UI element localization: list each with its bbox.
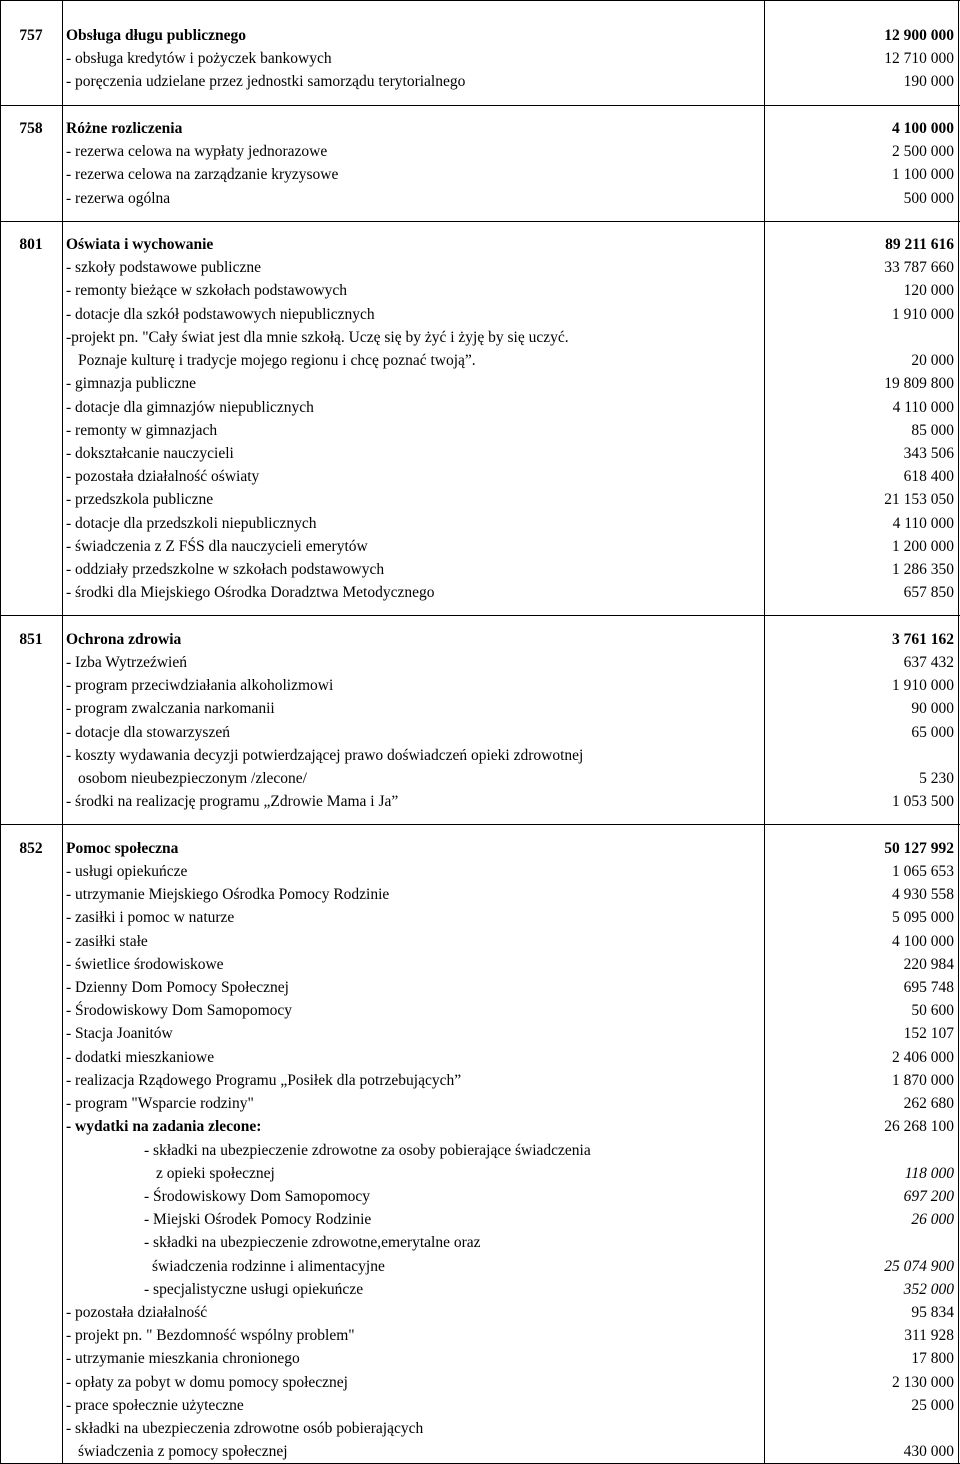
table-row — [0, 1440, 960, 1463]
item-label: - składki na ubezpieczenia zdrowotne osób pobierających — [66, 1420, 424, 1438]
table-row — [0, 790, 960, 813]
item-label: - Środowiskowy Dom Samopomocy — [144, 1187, 371, 1205]
item-amount: 190 000 — [903, 73, 954, 91]
item-amount: 430 000 — [903, 1443, 954, 1461]
item-label: - poręczenia udzielane przez jednostki samorządu terytorialnego — [66, 73, 466, 91]
table-row — [0, 860, 960, 883]
table-row — [0, 279, 960, 302]
item-label: - pozostała działalność — [66, 1304, 208, 1322]
section-title: Pomoc społeczna — [66, 839, 179, 857]
section-divider-line — [0, 221, 960, 222]
item-label: - świadczenia z Z FŚS dla nauczycieli emerytów — [66, 537, 368, 555]
table-row — [0, 697, 960, 720]
table-row — [0, 651, 960, 674]
table-row — [0, 488, 960, 511]
item-label: - dotacje dla stowarzyszeń — [66, 723, 230, 741]
table-row — [0, 883, 960, 906]
row-divider — [0, 604, 960, 627]
item-amount: 95 834 — [911, 1304, 954, 1322]
item-label: - dotacje dla szkół podstawowych niepublicznych — [66, 305, 375, 323]
item-label: - świetlice środowiskowe — [66, 955, 224, 973]
item-amount: 90 000 — [911, 700, 954, 718]
section-code: 801 — [19, 235, 43, 253]
table-row — [0, 256, 960, 279]
item-label: - koszty wydawania decyzji potwierdzającej prawo doświadczeń opieki zdrowotnej — [66, 746, 584, 764]
section-title: Oświata i wychowanie — [66, 235, 214, 253]
item-label: - zasiłki i pomoc w naturze — [66, 909, 235, 927]
item-label: - projekt pn. " Bezdomność wspólny problem" — [66, 1327, 355, 1345]
item-label: - środki na realizację programu „Zdrowie Mama i Ja” — [66, 793, 399, 811]
item-amount: 85 000 — [911, 421, 954, 439]
table-row — [0, 558, 960, 581]
table-row — [0, 419, 960, 442]
section-code: 851 — [19, 630, 43, 648]
section-total: 50 127 992 — [884, 839, 954, 857]
item-amount: 118 000 — [904, 1164, 954, 1182]
table-row — [0, 721, 960, 744]
item-label: - utrzymanie Miejskiego Ośrodka Pomocy Rodzinie — [66, 886, 390, 904]
table-row — [0, 744, 960, 767]
item-amount: 2 500 000 — [892, 143, 954, 161]
table-row — [0, 187, 960, 210]
item-label: - Środowiskowy Dom Samopomocy — [66, 1002, 293, 1020]
item-label: - Stacja Joanitów — [66, 1025, 173, 1043]
table-row — [0, 1324, 960, 1347]
table-row — [0, 767, 960, 790]
table-row — [0, 1371, 960, 1394]
item-label: - pozostała działalność oświaty — [66, 468, 260, 486]
item-amount: 220 984 — [903, 955, 954, 973]
item-amount: 695 748 — [903, 978, 954, 996]
section-header-row — [0, 117, 960, 140]
item-label: - zasiłki stałe — [66, 932, 148, 950]
item-amount: 1 286 350 — [892, 561, 954, 579]
table-row — [0, 163, 960, 186]
item-amount: 65 000 — [911, 723, 954, 741]
table-row — [0, 535, 960, 558]
section-divider-line — [0, 105, 960, 106]
table-row — [0, 349, 960, 372]
item-amount: 1 910 000 — [892, 677, 954, 695]
item-label: - remonty bieżące w szkołach podstawowych — [66, 282, 348, 300]
item-amount: 352 000 — [903, 1280, 954, 1298]
item-amount: 1 910 000 — [892, 305, 954, 323]
table-row — [0, 930, 960, 953]
item-amount: 4 100 000 — [892, 932, 954, 950]
item-label: - dotacje dla gimnazjów niepublicznych — [66, 398, 314, 416]
item-amount: 25 000 — [911, 1396, 954, 1414]
table-row — [0, 1255, 960, 1278]
item-label: - Izba Wytrzeźwień — [66, 653, 187, 671]
table-row — [0, 1208, 960, 1231]
item-amount: 12 710 000 — [884, 50, 954, 68]
section-header-row — [0, 837, 960, 860]
item-label: - dokształcanie nauczycieli — [66, 444, 234, 462]
item-label: - Miejski Ośrodek Pomocy Rodzinie — [144, 1211, 372, 1229]
item-label: - program "Wsparcie rodziny" — [66, 1095, 254, 1113]
item-amount: 17 800 — [911, 1350, 954, 1368]
table-row — [0, 442, 960, 465]
item-label: - rezerwa ogólna — [66, 189, 171, 207]
table-row — [0, 1162, 960, 1185]
item-amount: 21 153 050 — [884, 491, 954, 509]
table-row — [0, 1069, 960, 1092]
item-label: - utrzymanie mieszkania chronionego — [66, 1350, 300, 1368]
section-total: 3 761 162 — [892, 630, 954, 648]
item-amount: 5 095 000 — [892, 909, 954, 927]
item-amount: 1 053 500 — [892, 793, 954, 811]
item-amount: 120 000 — [903, 282, 954, 300]
table-row — [0, 1417, 960, 1440]
item-amount: 4 930 558 — [892, 886, 954, 904]
item-amount: 50 600 — [911, 1002, 954, 1020]
table-row — [0, 326, 960, 349]
table-row — [0, 70, 960, 93]
item-label: - program przeciwdziałania alkoholizmowi — [66, 677, 334, 695]
item-label: - rezerwa celowa na wypłaty jednorazowe — [66, 143, 328, 161]
item-amount: 500 000 — [903, 189, 954, 207]
item-label: - usługi opiekuńcze — [66, 862, 188, 880]
item-amount: 697 200 — [903, 1187, 954, 1205]
table-row — [0, 1022, 960, 1045]
item-amount: 1 065 653 — [892, 862, 954, 880]
table-row — [0, 1278, 960, 1301]
item-label: -projekt pn. "Cały świat jest dla mnie szkołą. Uczę się by żyć i żyję by się uczyć. — [66, 328, 569, 346]
table-row — [0, 372, 960, 395]
row-divider — [0, 94, 960, 117]
item-label: Poznaje kulturę i tradycje mojego regionu i chcę poznać twoją”. — [78, 352, 476, 370]
item-label: - składki na ubezpieczenie zdrowotne za osoby pobierające świadczenia — [144, 1141, 591, 1159]
item-label: - opłaty za pobyt w domu pomocy społecznej — [66, 1373, 348, 1391]
item-amount: 637 432 — [903, 653, 954, 671]
table-row — [0, 396, 960, 419]
section-code: 758 — [19, 119, 43, 137]
item-amount: 618 400 — [903, 468, 954, 486]
item-amount: 4 110 000 — [892, 398, 954, 416]
item-label: - remonty w gimnazjach — [66, 421, 218, 439]
table-row — [0, 140, 960, 163]
item-label: - realizacja Rządowego Programu „Posiłek dla potrzebujących” — [66, 1071, 462, 1089]
item-amount: 33 787 660 — [884, 259, 954, 277]
table-row — [0, 1301, 960, 1324]
table-row — [0, 1139, 960, 1162]
table-body — [0, 24, 960, 1464]
item-amount: 262 680 — [903, 1095, 954, 1113]
item-label: - dodatki mieszkaniowe — [66, 1048, 215, 1066]
item-label: - oddziały przedszkolne w szkołach podstawowych — [66, 561, 385, 579]
section-total: 89 211 616 — [885, 235, 954, 253]
item-label: - środki dla Miejskiego Ośrodka Doradztwa Metodycznego — [66, 584, 435, 602]
table-row — [0, 512, 960, 535]
item-amount: 25 074 900 — [884, 1257, 954, 1275]
item-label: - rezerwa celowa na zarządzanie kryzysowe — [66, 166, 339, 184]
item-label: - gimnazja publiczne — [66, 375, 196, 393]
section-divider-line — [0, 824, 960, 825]
item-label: z opieki społecznej — [156, 1164, 275, 1182]
item-amount: 26 000 — [911, 1211, 954, 1229]
item-label: - specjalistyczne usługi opiekuńcze — [144, 1280, 364, 1298]
section-divider-line — [0, 615, 960, 616]
section-total: 4 100 000 — [892, 119, 954, 137]
section-header-row — [0, 24, 960, 47]
item-amount: 1 200 000 — [892, 537, 954, 555]
table-row — [0, 1394, 960, 1417]
table-row — [0, 47, 960, 70]
table-row — [0, 976, 960, 999]
item-label: - dotacje dla przedszkoli niepublicznych — [66, 514, 317, 532]
item-amount: 152 107 — [903, 1025, 954, 1043]
item-amount: 657 850 — [903, 584, 954, 602]
item-label: - składki na ubezpieczenie zdrowotne,emerytalne oraz — [144, 1234, 481, 1252]
item-amount: 26 268 100 — [884, 1118, 954, 1136]
item-amount: 4 110 000 — [892, 514, 954, 532]
table-row — [0, 1092, 960, 1115]
item-label: osobom nieubezpieczonym /zlecone/ — [78, 770, 307, 787]
item-amount: 1 870 000 — [892, 1071, 954, 1089]
item-label: - obsługa kredytów i pożyczek bankowych — [66, 50, 332, 68]
table-row — [0, 953, 960, 976]
section-code: 852 — [19, 839, 43, 857]
item-amount: 1 100 000 — [892, 166, 954, 184]
item-label: - Dzienny Dom Pomocy Społecznej — [66, 978, 289, 996]
item-amount: 343 506 — [903, 444, 954, 462]
table-row — [0, 1185, 960, 1208]
item-amount: 2 130 000 — [892, 1373, 954, 1391]
item-label: świadczenia rodzinne i alimentacyjne — [152, 1257, 385, 1275]
section-header-row — [0, 628, 960, 651]
row-divider — [0, 813, 960, 836]
item-amount: 311 928 — [904, 1327, 954, 1345]
table-row — [0, 1046, 960, 1069]
item-amount: 2 406 000 — [892, 1048, 954, 1066]
item-label: - prace społecznie użyteczne — [66, 1396, 244, 1414]
row-divider — [0, 210, 960, 233]
table-row — [0, 581, 960, 604]
item-amount: 20 000 — [911, 352, 954, 370]
table-row — [0, 1115, 960, 1138]
section-code: 757 — [19, 27, 43, 44]
section-title: Obsługa długu publicznego — [66, 27, 247, 44]
item-label: - program zwalczania narkomanii — [66, 700, 275, 718]
table-row — [0, 999, 960, 1022]
table-border-top — [0, 0, 960, 1]
item-label: świadczenia z pomocy społecznej — [78, 1443, 288, 1461]
table-row — [0, 1347, 960, 1370]
table-row — [0, 906, 960, 929]
item-label: - przedszkola publiczne — [66, 491, 214, 509]
item-label: - szkoły podstawowe publiczne — [66, 259, 261, 277]
table-row — [0, 303, 960, 326]
section-header-row — [0, 233, 960, 256]
section-total: 12 900 000 — [884, 27, 954, 44]
table-row — [0, 674, 960, 697]
item-amount: 5 230 — [919, 770, 954, 787]
table-row — [0, 1231, 960, 1254]
item-amount: 19 809 800 — [884, 375, 954, 393]
table-row — [0, 465, 960, 488]
section-title: Różne rozliczenia — [66, 119, 183, 137]
section-title: Ochrona zdrowia — [66, 630, 182, 648]
item-label: - wydatki na zadania zlecone: — [66, 1118, 262, 1136]
